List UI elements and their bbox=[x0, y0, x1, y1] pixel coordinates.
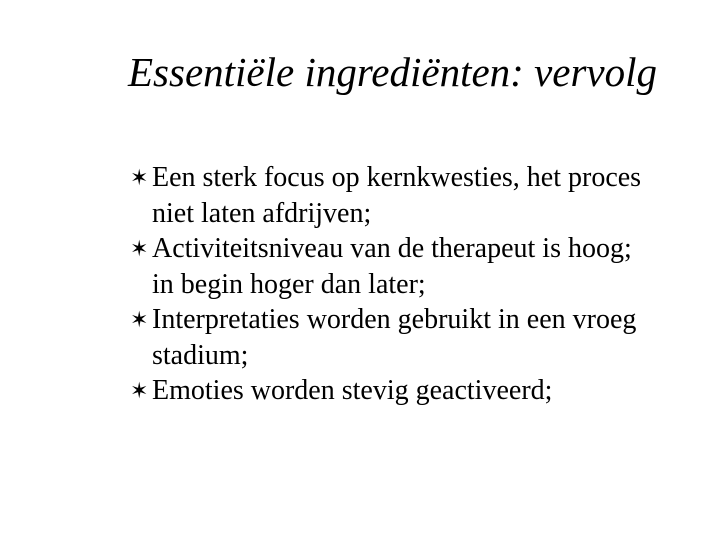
slide-title: Essentiële ingrediënten: vervolg bbox=[128, 49, 658, 95]
star-bullet-icon: ✶ bbox=[130, 236, 149, 261]
bullet-item bbox=[130, 231, 720, 302]
bullet-text-line: Interpretaties worden gebruikt in een vroeg bbox=[152, 304, 637, 335]
bullet-item bbox=[130, 373, 720, 409]
bullet-text-line: stadium; bbox=[152, 339, 249, 371]
bullet-item bbox=[130, 302, 720, 373]
star-bullet-icon: ✶ bbox=[130, 378, 149, 403]
bullet-item bbox=[130, 160, 720, 231]
bullet-text-line: niet laten afdrijven; bbox=[152, 197, 372, 229]
bullet-list bbox=[130, 160, 720, 409]
bullet-text-line: Activiteitsniveau van de therapeut is hoog; bbox=[152, 233, 632, 264]
bullet-text-line: Een sterk focus op kernkwesties, het proces bbox=[152, 162, 642, 193]
star-bullet-icon: ✶ bbox=[130, 307, 149, 332]
bullet-text-line: Emoties worden stevig geactiveerd; bbox=[152, 375, 553, 406]
bullet-text-line: in begin hoger dan later; bbox=[152, 268, 426, 300]
star-bullet-icon: ✶ bbox=[130, 165, 149, 190]
